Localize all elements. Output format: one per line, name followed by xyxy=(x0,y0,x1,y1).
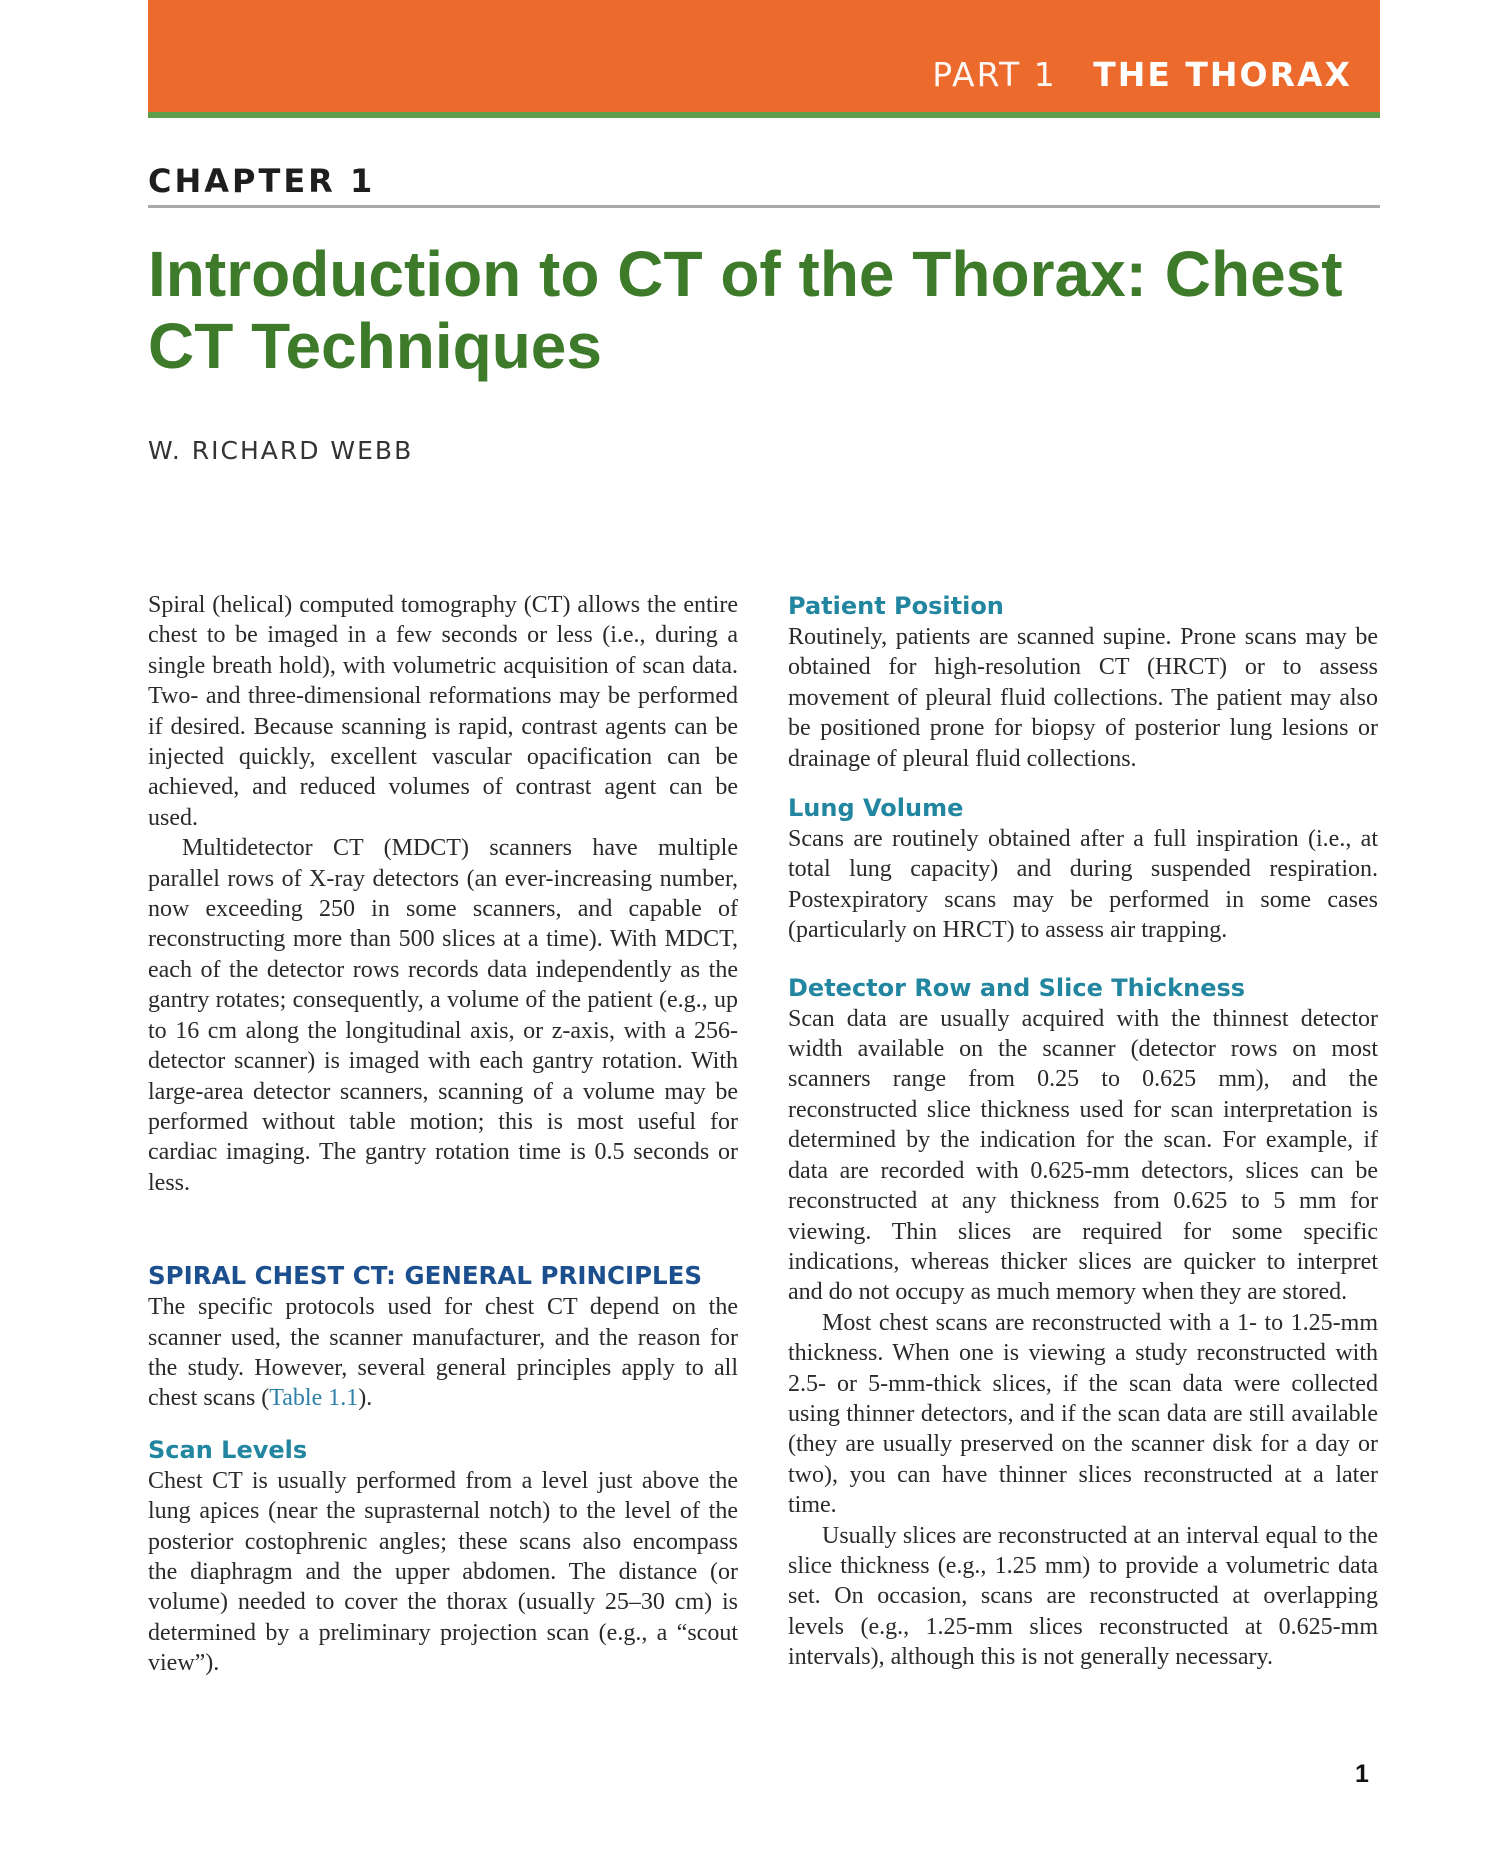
lung-volume-heading: Lung Volume xyxy=(788,794,964,823)
table-reference-link[interactable]: Table 1.1 xyxy=(269,1385,359,1412)
left-column xyxy=(148,590,738,1679)
patient-position-heading: Patient Position xyxy=(788,592,1004,620)
detector-paragraph-1: Scan data are usually acquired with the thinnest detector width available on the scanner (detector rows on most scanners range from 0.25 to 0.625 mm), and the reconstructed slice thickness used for scan interpretation is determined by the indication for the scan. For example, if data are recorded with 0.625-mm detectors, slices can be reconstructed at any thickness from 0.625 to 5 mm for viewing. Thin slices are required for some specific indications, whereas thicker slices are quicker to interpret and do not occupy as much memory when they are stored. xyxy=(788,1005,1378,1306)
detector-paragraph-3: Usually slices are reconstructed at an interval equal to the slice thickness (e.g., 1.25 mm) to provide a volumetric data set. On occasion, scans are reconstructed at overlapping levels (e.g., 1.25-mm slices reconstructed at 0.625-mm intervals), although this is not generally necessary. xyxy=(788,1522,1378,1671)
section-paragraph-end: ). xyxy=(358,1385,373,1412)
section-paragraph-text: The specific protocols used for chest CT depend on the scanner used, the scanner manufacturer, and the reason for the study. However, several general principles apply to all chest scans ( xyxy=(148,1294,738,1412)
chapter-author: W. RICHARD WEBB xyxy=(148,436,414,465)
scan-levels-paragraph: Chest CT is usually performed from a level just above the lung apices (near the suprasternal notch) to the level of the posterior costophrenic angles; these scans also encompass the diaphragm and the upper abdomen. The distance (or volume) needed to cover the thorax (usually 25–30 cm) is determined by a preliminary projection scan (e.g., a “scout view”). xyxy=(148,1467,738,1677)
patient-position-paragraph: Routinely, patients are scanned supine. Prone scans may be obtained for high-resolution CT (HRCT) or to assess movement of pleural fluid collections. The patient may also be positioned prone for biopsy of posterior lung lesions or drainage of pleural fluid collections. xyxy=(788,624,1378,772)
intro-paragraph-2: Multidetector CT (MDCT) scanners have multiple parallel rows of X-ray detectors (an ever-increasing number, now exceeding 250 in some scanners, and capable of reconstructing more than 500 slices at a time). With MDCT, each of the detector rows records data independently as the gantry rotates; consequently, a volume of the patient (e.g., up to 16 cm along the longitudinal axis, or z-axis, with a 256-detector scanner) is imaged with each gantry rotation. With large-area detector scanners, scanning of a volume may be performed without table motion; this is most useful for cardiac imaging. The gantry rotation time is 0.5 seconds or less. xyxy=(148,835,738,1196)
part-title: THE THORAX xyxy=(1093,55,1352,94)
section-paragraph xyxy=(148,1292,738,1414)
right-column xyxy=(788,590,1378,1673)
part-heading xyxy=(932,55,1352,103)
detector-paragraph-2: Most chest scans are reconstructed with a 1- to 1.25-mm thickness. When one is viewing a study reconstructed with 2.5- or 5-mm-thick slices, if the scan data were collected using thinner detectors, and if the scan data are still available (they are usually preserved on the scanner disk for a day or two), you can have thinner slices reconstructed at a later time. xyxy=(788,1309,1378,1519)
page-number: 1 xyxy=(1355,1760,1369,1788)
banner-divider xyxy=(148,112,1380,118)
chapter-label: CHAPTER 1 xyxy=(148,162,376,200)
lung-volume-paragraph: Scans are routinely obtained after a full inspiration (i.e., at total lung capacity) and during suspended respiration. Postexpiratory scans may be performed in some cases (particularly on HRCT) to assess air trapping. xyxy=(788,826,1378,944)
part-number: PART 1 xyxy=(932,55,1057,94)
chapter-title: Introduction to CT of the Thorax: Chest CT Techniques xyxy=(148,238,1343,382)
chapter-divider xyxy=(148,205,1380,208)
detector-heading: Detector Row and Slice Thickness xyxy=(788,973,1246,1002)
section-heading: SPIRAL CHEST CT: GENERAL PRINCIPLES xyxy=(148,1261,703,1291)
scan-levels-heading: Scan Levels xyxy=(148,1435,308,1464)
intro-paragraph-1: Spiral (helical) computed tomography (CT) allows the entire chest to be imaged in a few seconds or less (i.e., during a single breath hold), with volumetric acquisition of scan data. Two- and three-dimensional reformations may be performed if desired. Because scanning is rapid, contrast agents can be injected quickly, excellent vascular opacification can be achieved, and reduced volumes of contrast agent can be used. xyxy=(148,592,738,831)
